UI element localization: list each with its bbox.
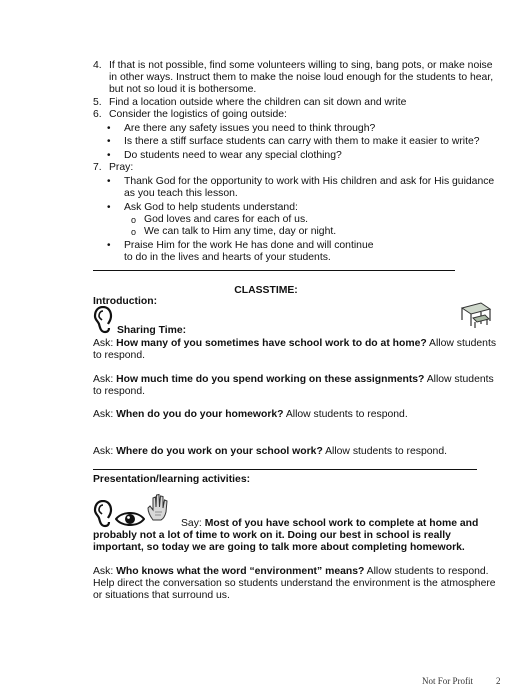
- bullet-icon: •: [107, 239, 111, 251]
- circle-bullet-icon: o: [131, 214, 137, 225]
- bullet-text: Are there any safety issues you need to think through?: [124, 122, 376, 134]
- bullet-text: Ask God to help students understand:: [124, 201, 298, 213]
- bullet-icon: •: [107, 122, 111, 134]
- item-number: 5.: [93, 96, 102, 108]
- item-number: 6.: [93, 108, 102, 120]
- sub-bullet-item: [93, 214, 503, 226]
- say-prefix: Say:: [181, 518, 205, 529]
- ask-environment-paragraph: [93, 566, 503, 603]
- ask-suffix: Allow students to respond.: [322, 446, 447, 457]
- bullet-text: Do students need to wear any special clothing?: [124, 149, 342, 161]
- list-item: [93, 109, 503, 121]
- item-number: 7.: [93, 162, 102, 174]
- bullet-icon: •: [107, 149, 111, 161]
- item-text: Pray:: [109, 162, 134, 174]
- bullet-icon: •: [107, 136, 111, 148]
- ask-question: When do you do your homework?: [116, 409, 284, 420]
- bullet-icon: •: [107, 201, 111, 213]
- ask-prefix: Ask:: [93, 566, 117, 577]
- desk-icon: [459, 300, 493, 330]
- say-text: Most of you have school work to complete at home and probably not a lot of time to work on it. Doing our best in school is really important, so today we are going to talk more about completing homework.: [93, 518, 479, 554]
- ask-question: Who knows what the word “environment” means?: [116, 566, 365, 577]
- sub-bullet-text: God loves and cares for each of us.: [144, 213, 309, 225]
- say-paragraph: [93, 518, 503, 555]
- bullet-icon: •: [107, 175, 111, 187]
- introduction-label: Introduction:: [93, 296, 158, 307]
- bullet-item: [93, 202, 503, 214]
- ask-suffix: Allow students to respond.: [93, 374, 494, 398]
- logistics-bullets: [93, 123, 503, 163]
- ear-icon: [93, 306, 113, 334]
- classtime-heading: CLASSTIME:: [234, 285, 298, 296]
- bullet-text: Praise Him for the work He has done and will continue to do in the lives and hearts of your students.: [124, 239, 374, 264]
- bullet-item: [93, 150, 503, 162]
- bullet-item: [93, 240, 503, 264]
- section-divider: [93, 469, 477, 470]
- prep-list: [93, 60, 503, 264]
- ask-prefix: Ask:: [93, 374, 117, 385]
- bullet-item: [93, 176, 503, 200]
- ask-prefix: Ask:: [93, 446, 117, 457]
- ask-paragraph: [93, 374, 503, 398]
- item-number: 4.: [93, 60, 102, 71]
- bullet-item: [93, 136, 503, 148]
- ask-paragraph: [93, 338, 503, 362]
- item-text: Find a location outside where the children can sit down and write: [109, 96, 407, 108]
- ask-prefix: Ask:: [93, 338, 117, 349]
- sharing-time-label: Sharing Time:: [117, 325, 187, 336]
- ask-paragraph: [93, 409, 503, 421]
- ask-prefix: Ask:: [93, 409, 117, 420]
- pray-bullets: [93, 176, 503, 264]
- sub-bullet-text: We can talk to Him any time, day or night.: [144, 226, 337, 238]
- item-text: Consider the logistics of going outside:: [109, 108, 287, 120]
- page-number: 2: [496, 676, 501, 686]
- list-item: [93, 97, 503, 109]
- circle-bullet-icon: o: [131, 227, 137, 238]
- ask-paragraph: [93, 446, 503, 458]
- footer-label: Not For Profit: [422, 676, 474, 686]
- ask-question: Where do you work on your school work?: [116, 446, 323, 457]
- bullet-text: Thank God for the opportunity to work with His children and ask for His guidance as you teach this lesson.: [124, 175, 495, 200]
- ask-suffix: Allow students to respond.: [283, 409, 408, 420]
- bullet-item: [93, 123, 503, 135]
- list-item: [93, 60, 503, 97]
- ask-suffix: Allow students to respond. Help direct the conversation so students understand the environment is the atmosphere or situations that surround us.: [93, 566, 496, 602]
- presentation-label: Presentation/learning activities:: [93, 474, 251, 485]
- ask-question: How much time do you spend working on these assignments?: [116, 374, 425, 385]
- item-text: If that is not possible, find some volunteers willing to sing, bang pots, or make noise in other ways. Instruct them to make the noise loud enough for the students to hear, but not so loud it is bothersome.: [109, 60, 494, 96]
- sub-bullet-item: [93, 226, 503, 238]
- section-divider: [93, 270, 455, 271]
- ask-question: How many of you sometimes have school work to do at home?: [116, 338, 427, 349]
- ask-suffix: Allow students to respond.: [93, 338, 497, 362]
- list-item: [93, 162, 503, 174]
- bullet-text: Is there a stiff surface students can carry with them to make it easier to write?: [124, 136, 480, 148]
